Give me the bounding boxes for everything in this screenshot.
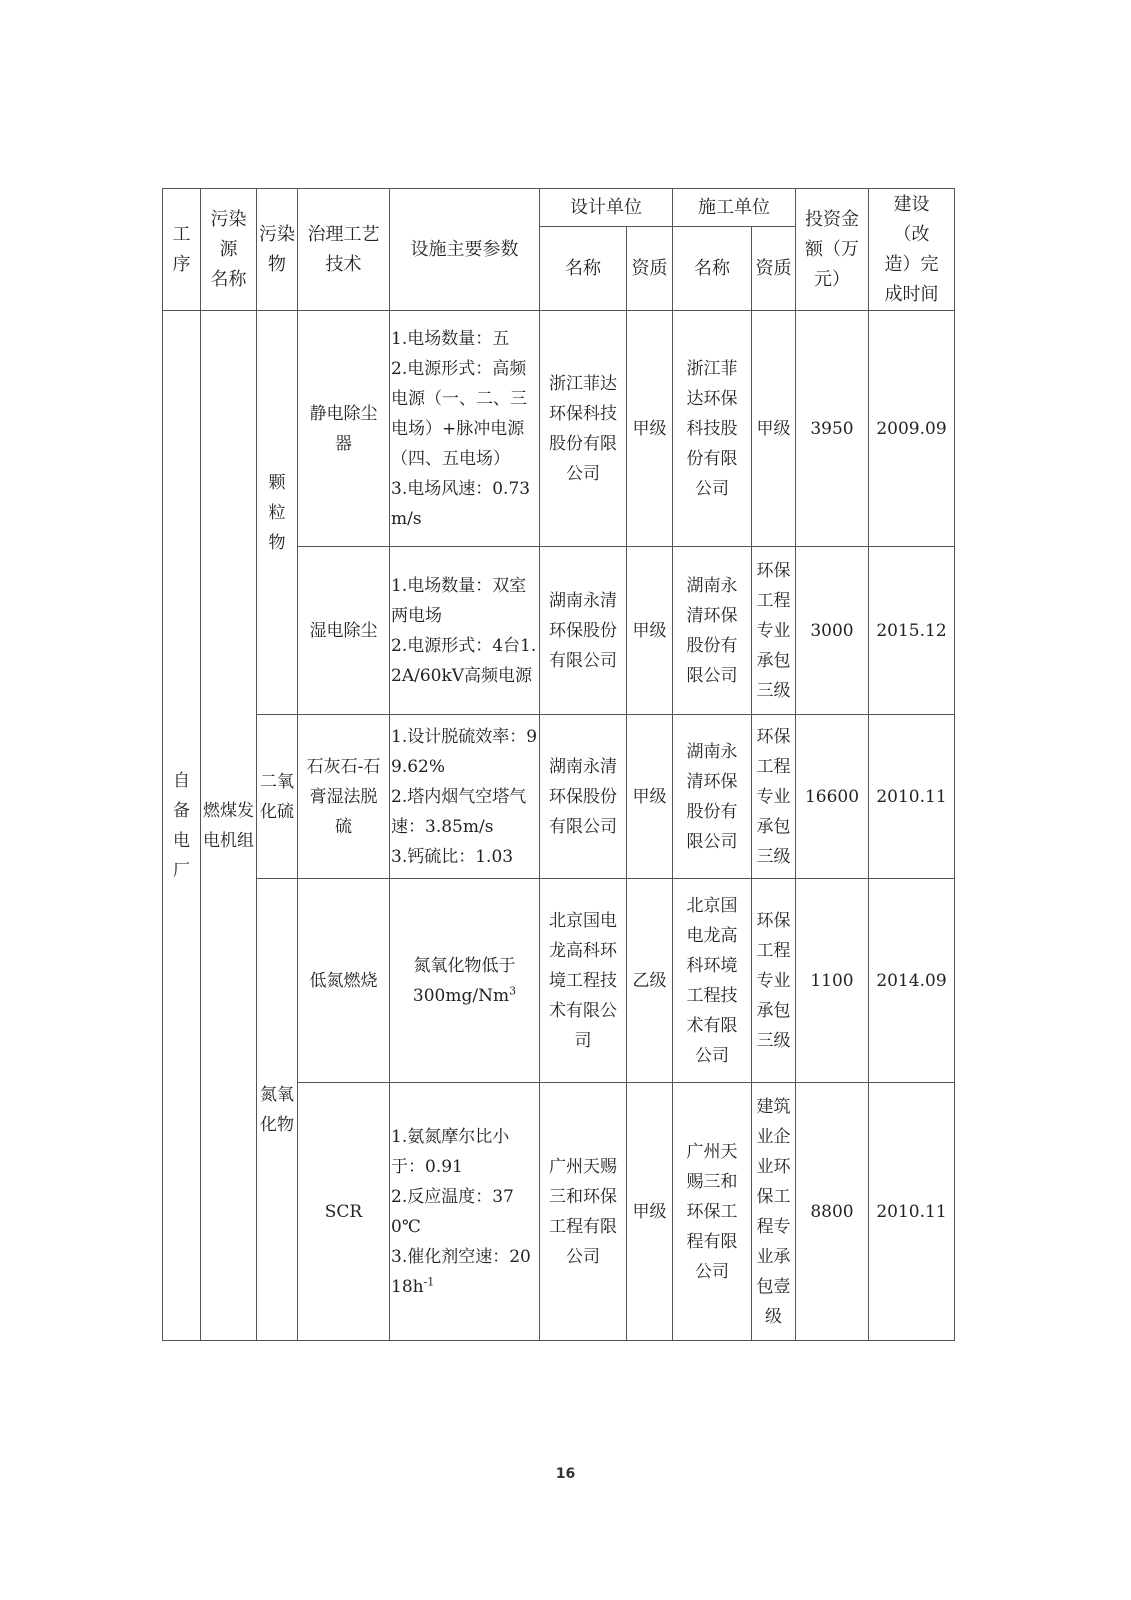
technology-cell: SCR (298, 1083, 390, 1341)
design-qualification-cell: 甲级 (627, 311, 673, 547)
parameters-main: 氮氧化物低于 (413, 955, 516, 976)
table-row (163, 715, 955, 879)
technology-cell: 湿电除尘 (298, 547, 390, 715)
design-qualification-cell: 甲级 (627, 1083, 673, 1341)
header-source: 污染源 名称 (201, 189, 257, 311)
header-investment: 投资金 额（万 元） (796, 189, 869, 311)
completion-cell: 2015.12 (869, 547, 955, 715)
build-qualification-cell: 建筑 业企 业环 保工 程专 业承 包壹 级 (752, 1083, 796, 1341)
investment-cell: 3950 (796, 311, 869, 547)
parameters-superscript: -1 (423, 1274, 435, 1288)
build-name-cell: 北京国 电龙高 科环境 工程技 术有限 公司 (673, 879, 752, 1083)
build-qualification-cell: 环保 工程 专业 承包 三级 (752, 715, 796, 879)
build-name-cell: 湖南永 清环保 股份有 限公司 (673, 547, 752, 715)
header-build-qualification: 资质 (752, 227, 796, 311)
technology-cell: 石灰石-石 膏湿法脱 硫 (298, 715, 390, 879)
pollutant-so2: 二氧 化硫 (257, 715, 298, 879)
build-qualification-cell: 环保 工程 专业 承包 三级 (752, 547, 796, 715)
completion-cell: 2010.11 (869, 1083, 955, 1341)
design-name-cell: 广州天赐 三和环保 工程有限 公司 (540, 1083, 627, 1341)
header-parameters: 设施主要参数 (390, 189, 540, 311)
header-pollutant: 污染 物 (257, 189, 298, 311)
parameters-cell: 1.电场数量：五 2.电源形式：高频电源（一、二、三电场）+脉冲电源（四、五电场） 3.电场风速：0.73m/s (390, 311, 540, 547)
build-qualification-cell: 环保 工程 专业 承包 三级 (752, 879, 796, 1083)
design-name-cell: 浙江菲达 环保科技 股份有限 公司 (540, 311, 627, 547)
investment-cell: 1100 (796, 879, 869, 1083)
source-cell: 燃煤发 电机组 (201, 311, 257, 1341)
header-design-unit: 设计单位 (540, 189, 673, 227)
completion-cell: 2009.09 (869, 311, 955, 547)
parameters-main: 1.氨氮摩尔比小于：0.91 2.反应温度：370℃ 3.催化剂空速：2018h (391, 1126, 531, 1297)
header-construction-unit: 施工单位 (673, 189, 796, 227)
design-name-cell: 湖南永清 环保股份 有限公司 (540, 715, 627, 879)
parameters-cell: 1.电场数量：双室两电场 2.电源形式：4台1.2A/60kV高频电源 (390, 547, 540, 715)
header-completion: 建设 （改 造）完 成时间 (869, 189, 955, 311)
parameters-superscript: 3 (509, 983, 517, 997)
build-name-cell: 湖南永 清环保 股份有 限公司 (673, 715, 752, 879)
page-number: 16 (555, 1466, 576, 1482)
parameters-value: 300mg/Nm (412, 985, 510, 1006)
build-name-cell: 广州天 赐三和 环保工 程有限 公司 (673, 1083, 752, 1341)
build-name-cell: 浙江菲 达环保 科技股 份有限 公司 (673, 311, 752, 547)
completion-cell: 2010.11 (869, 715, 955, 879)
design-qualification-cell: 乙级 (627, 879, 673, 1083)
parameters-cell (390, 1083, 540, 1341)
design-qualification-cell: 甲级 (627, 715, 673, 879)
parameters-value-line (392, 981, 537, 1011)
design-qualification-cell: 甲级 (627, 547, 673, 715)
pollutant-particulate: 颗 粒 物 (257, 311, 298, 715)
parameters-cell: 1.设计脱硫效率：99.62% 2.塔内烟气空塔气速：3.85m/s 3.钙硫比：1.03 (390, 715, 540, 879)
header-process: 工 序 (163, 189, 201, 311)
investment-cell: 16600 (796, 715, 869, 879)
design-name-cell: 北京国电 龙高科环 境工程技 术有限公 司 (540, 879, 627, 1083)
technology-cell: 低氮燃烧 (298, 879, 390, 1083)
header-row-1 (163, 189, 955, 227)
technology-cell: 静电除尘 器 (298, 311, 390, 547)
parameters-cell (390, 879, 540, 1083)
process-cell: 自 备 电 厂 (163, 311, 201, 1341)
header-design-name: 名称 (540, 227, 627, 311)
completion-cell: 2014.09 (869, 879, 955, 1083)
header-build-name: 名称 (673, 227, 752, 311)
header-technology: 治理工艺 技术 (298, 189, 390, 311)
investment-cell: 8800 (796, 1083, 869, 1341)
header-design-qualification: 资质 (627, 227, 673, 311)
table-row (163, 879, 955, 1083)
pollutant-nox: 氮氧 化物 (257, 879, 298, 1341)
investment-cell: 3000 (796, 547, 869, 715)
pollution-control-table (162, 188, 955, 1341)
build-qualification-cell: 甲级 (752, 311, 796, 547)
table-row (163, 311, 955, 547)
design-name-cell: 湖南永清 环保股份 有限公司 (540, 547, 627, 715)
